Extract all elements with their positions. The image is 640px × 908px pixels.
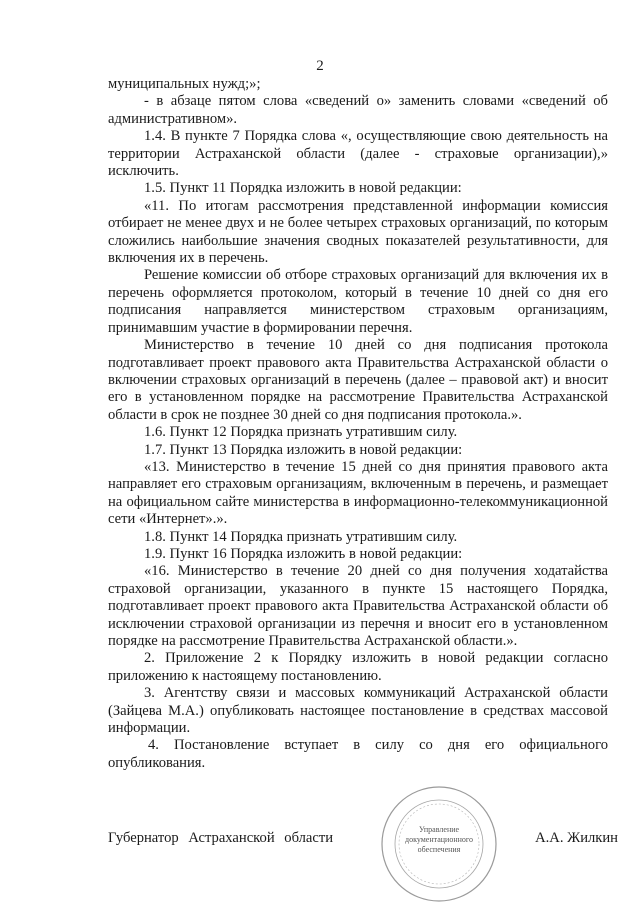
paragraph: 1.4. В пункте 7 Порядка слова «, осуществляющие свою деятельность на территории Астраханской области (далее - страховые организации),» исключить.: [108, 128, 608, 180]
governor-title: Губернатор Астраханской области: [108, 830, 334, 846]
paragraph: муниципальных нужд;»;: [108, 76, 261, 92]
paragraph: Решение комиссии об отборе страховых организаций для включения их в перечень оформляется протоколом, который в течение 10 дней со дня его подписания направляется министерством страховым организациям, принимавшим участие в формировании перечня.: [108, 267, 608, 336]
paragraph: Министерство в течение 10 дней со дня подписания протокола подготавливает проект правового акта Правительства Астраханской области о включении страховых организаций в перечень (далее – правовой акт) и вносит его в установленном порядке на рассмотрение Правительства Астраханской области в срок не позднее 30 дней со дня подписания протокола.».: [108, 337, 608, 423]
paragraph: «13. Министерство в течение 15 дней со дня принятия правового акта направляет его страховым организациям, включенным в перечень, и размещает на официальном сайте министерства в информационно-телекоммуникационной сети «Интернет».».: [108, 458, 608, 528]
page-number: 2: [316, 58, 324, 74]
paragraph: - в абзаце пятом слова «сведений о» заменить словами «сведений об административном».: [108, 93, 608, 127]
paragraph: 1.6. Пункт 12 Порядка признать утратившим силу.: [144, 424, 458, 441]
paragraph: «16. Министерство в течение 20 дней со дня получения ходатайства страховой организации, указанного в пункте 15 настоящего Порядка, подготавливает проект правового акта Правительства Астраханской области об исключении страховой организации из перечня и вносит его в установленном порядке на рассмотрение Правительства Астраханской области.».: [108, 563, 608, 649]
paragraph: 3. Агентству связи и массовых коммуникаций Астраханской области (Зайцева М.А.) опубликовать настоящее постановление в средствах массовой информации.: [108, 685, 608, 737]
paragraph: 4. Постановление вступает в силу со дня его официального опубликования.: [108, 737, 608, 771]
paragraph: 2. Приложение 2 к Порядку изложить в новой редакции согласно приложению к настоящему постановлению.: [108, 650, 608, 684]
paragraph: 1.8. Пункт 14 Порядка признать утратившим силу.: [144, 528, 458, 545]
seal-label: Управление документационного обеспечения: [405, 825, 473, 854]
paragraph: 1.9. Пункт 16 Порядка изложить в новой редакции:: [144, 545, 463, 562]
document-body: [108, 76, 608, 772]
signature-block: [108, 830, 618, 852]
paragraph: «11. По итогам рассмотрения представленной информации комиссия отбирает не менее двух и не более четырех страховых организаций, по которым сложились наибольшие значения сводных показателей результативности, для включения их в перечень.: [108, 197, 608, 267]
seal-stamp: [380, 785, 498, 903]
governor-name: А.А. Жилкин: [535, 830, 618, 846]
paragraph: 1.5. Пункт 11 Порядка изложить в новой редакции:: [144, 180, 462, 197]
paragraph: 1.7. Пункт 13 Порядка изложить в новой редакции:: [144, 441, 463, 458]
